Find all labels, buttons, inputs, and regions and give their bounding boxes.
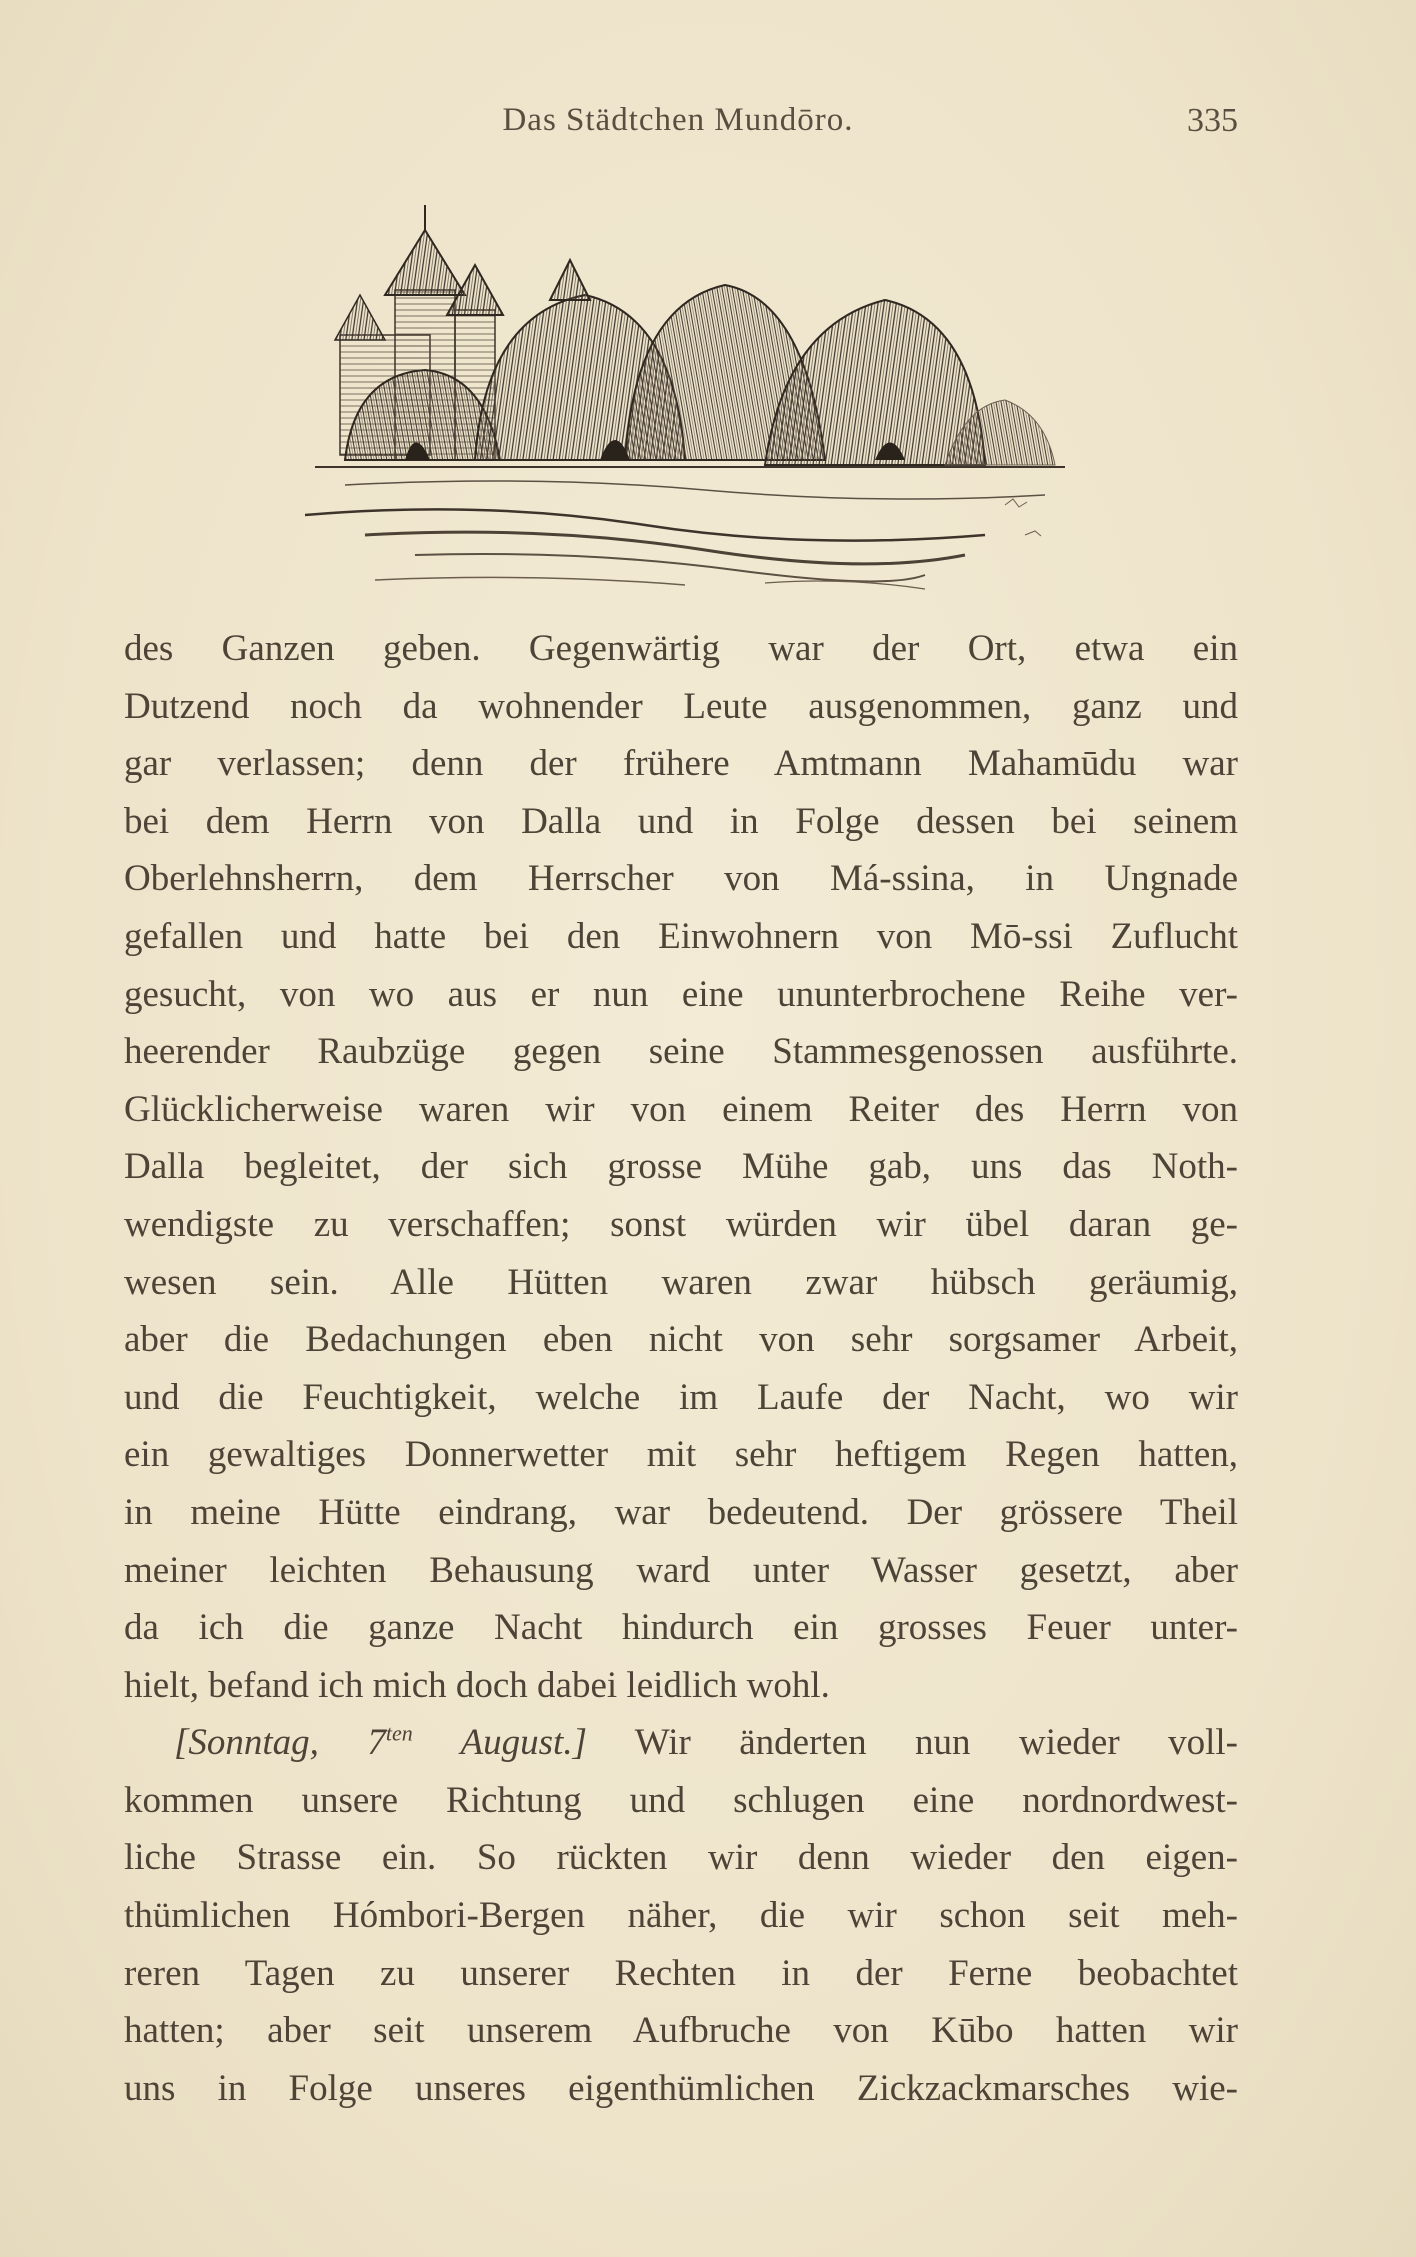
text-line: Dalla begleitet, der sich grosse Mühe gab, uns das Noth- <box>124 1146 1238 1188</box>
text-line: wendigste zu verschaffen; sonst würden wir übel daran ge- <box>124 1203 1238 1245</box>
text-line: meiner leichten Behausung ward unter Wasser gesetzt, aber <box>124 1549 1238 1591</box>
body-text <box>124 620 1238 2117</box>
text-line: aber die Bedachungen eben nicht von sehr sorgsamer Arbeit, <box>124 1319 1238 1361</box>
text-line: bei dem Herrn von Dalla und in Folge dessen bei seinem <box>124 800 1238 842</box>
text-line: Glücklicherweise waren wir von einem Reiter des Herrn von <box>124 1088 1238 1130</box>
paragraph-end-line: hielt, befand ich mich doch dabei leidlich wohl. <box>124 1664 830 1706</box>
running-head <box>118 102 1238 152</box>
text-line: liche Strasse ein. So rückten wir denn wieder den eigen- <box>124 1837 1238 1879</box>
text-line: und die Feuchtigkeit, welche im Laufe der Nacht, wo wir <box>124 1376 1238 1418</box>
text-line: Dutzend noch da wohnender Leute ausgenommen, ganz und <box>124 685 1238 727</box>
text-line: gefallen und hatte bei den Einwohnern von Mō-ssi Zuflucht <box>124 915 1238 957</box>
text-line: da ich die ganze Nacht hindurch ein grosses Feuer unter- <box>124 1607 1238 1649</box>
page-number: 335 <box>1187 102 1238 139</box>
text-line: heerender Raubzüge gegen seine Stammesgenossen ausführte. <box>124 1031 1238 1073</box>
text-line: thümlichen Hómbori-Bergen näher, die wir schon seit meh- <box>124 1895 1238 1937</box>
text-line: gar verlassen; denn der frühere Amtmann Mahamūdu war <box>124 743 1238 785</box>
text-line: des Ganzen geben. Gegenwärtig war der Ort, etwa ein <box>124 628 1238 669</box>
village-huts-illustration <box>285 205 1125 595</box>
text-line: Oberlehnsherrn, dem Herrscher von Má-ssina, in Ungnade <box>124 858 1238 900</box>
text-line: kommen unsere Richtung und schlugen eine nordnordwest- <box>124 1779 1238 1821</box>
text-line: wesen sein. Alle Hütten waren zwar hübsch geräumig, <box>124 1261 1238 1303</box>
text-line: ein gewaltiges Donnerwetter mit sehr heftigem Regen hatten, <box>124 1434 1238 1476</box>
text-line: reren Tagen zu unserer Rechten in der Ferne beobachtet <box>124 1952 1238 1994</box>
text-line: hatten; aber seit unserem Aufbruche von Kūbo hatten wir <box>124 2010 1238 2052</box>
dated-paragraph-start: [Sonntag, $7^{ten}$ August.] Wir änderten nun wieder voll- <box>174 1720 1238 1764</box>
text-line: gesucht, von wo aus er nun eine ununterbrochene Reihe ver- <box>124 973 1238 1015</box>
date-marker: [Sonntag, $7^{ten}$ August.] <box>174 1720 587 1764</box>
running-title: Das Städtchen Mundōro. <box>502 102 854 138</box>
text-line: in meine Hütte eindrang, war bedeutend. Der grössere Theil <box>124 1491 1238 1533</box>
text-line: uns in Folge unseres eigenthümlichen Zickzackmarsches wie- <box>124 2067 1238 2109</box>
